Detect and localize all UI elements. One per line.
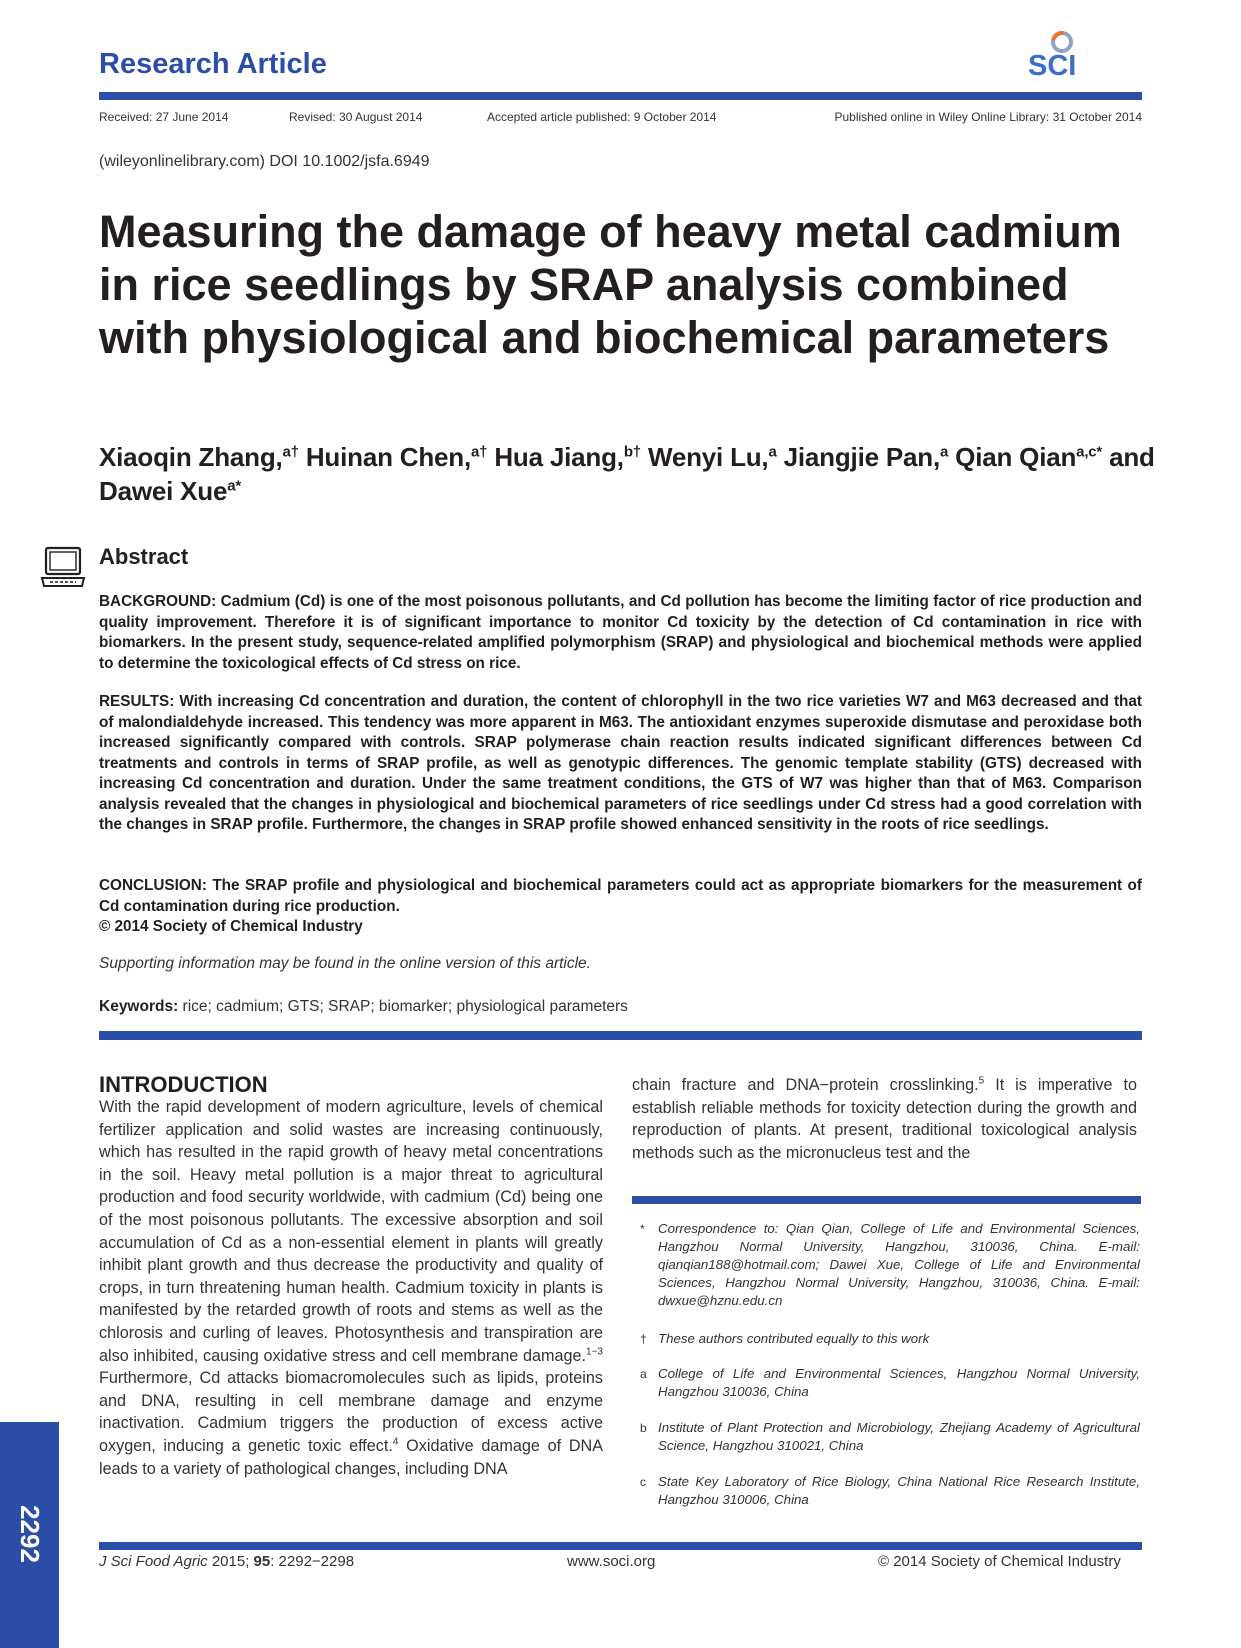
footer-volume: 95 bbox=[253, 1553, 271, 1570]
footnote-rule bbox=[632, 1196, 1141, 1204]
footnote-affiliation-c bbox=[640, 1473, 1140, 1509]
footnote-mark: c bbox=[640, 1475, 646, 1489]
footer-year: 2015; bbox=[207, 1553, 254, 1570]
supporting-info: Supporting information may be found in the online version of this article. bbox=[99, 955, 591, 972]
author-affiliation: a bbox=[939, 443, 949, 461]
keywords bbox=[99, 998, 628, 1016]
footnote-text: Institute of Plant Protection and Microbiology, Zhejiang Academy of Agricultural Science, Hangzhou 310021, China bbox=[658, 1420, 1140, 1453]
abstract-results: RESULTS: With increasing Cd concentration and duration, the content of chlorophyll in the two rice varieties W7 and M63 decreased and that of malondialdehyde increased. This tendency was more apparent in M63. The antioxidant enzymes superoxide dismutase and peroxidase both increased significantly compared with controls. SRAP polymerase chain reaction results indicated significant differences between Cd treatments and controls in terms of SRAP profile, as well as genotypic differences. The genomic template stability (GTS) decreased with increasing Cd concentration and duration. Under the same treatment conditions, the GTS of W7 was higher than that of M63. Comparison analysis revealed that the changes in physiological and biochemical parameters of rice seedlings under Cd stress had a good correlation with the changes in SRAP profile. Furthermore, the changes in SRAP profile showed enhanced sensitivity in the roots of rice seedlings. bbox=[99, 693, 1142, 833]
header-rule bbox=[99, 92, 1142, 100]
footnote-mark: a bbox=[640, 1367, 647, 1381]
page-number: 2292 bbox=[15, 1505, 46, 1563]
received-date: Received: 27 June 2014 bbox=[99, 110, 229, 124]
conclusion-text: CONCLUSION: The SRAP profile and physiological and biochemical parameters could act as appropriate biomarkers for the measurement of Cd contamination during rice production. bbox=[99, 877, 1142, 915]
intro-text: Furthermore, Cd attacks biomacromolecules such as lipids, proteins and DNA, resulting in cell membrane damage and enzyme inactivation. Cadmium triggers the production of excess active oxygen, inducing a genetic toxic effect. bbox=[99, 1369, 603, 1455]
abstract-copyright: © 2014 Society of Chemical Industry bbox=[99, 918, 363, 935]
sci-logo-text: SCI bbox=[1028, 50, 1077, 82]
intro-text: With the rapid development of modern agriculture, levels of chemical fertilizer application and solid wastes are increasing continuously, which has resulted in the rapid growth of heavy metal concentrations in the soil. Heavy metal pollution is a major threat to agricultural production and food security worldwide, with cadmium (Cd) being one of the most poisonous pollutants. The excessive absorption and soil accumulation of Cd as a non-essential element in plants will greatly inhibit plant growth and thus decrease the productivity and quality of crops, in turn threatening human health. Cadmium toxicity in plants is manifested by the retarded growth of roots and stems as well as the chlorosis and curling of leaves. Photosynthesis and transpiration are also inhibited, causing oxidative stress and cell membrane damage. bbox=[99, 1098, 603, 1365]
author-affiliation: a* bbox=[227, 477, 242, 495]
sci-logo bbox=[1028, 28, 1140, 84]
author-affiliation: b† bbox=[623, 443, 641, 461]
footnote-text: State Key Laboratory of Rice Biology, China National Rice Research Institute, Hangzhou 310006, China bbox=[658, 1474, 1140, 1507]
footer-copyright: © 2014 Society of Chemical Industry bbox=[878, 1553, 1121, 1570]
computer-icon bbox=[40, 546, 86, 594]
author-affiliation: a,c* bbox=[1076, 443, 1103, 461]
author-affiliation: a† bbox=[471, 443, 488, 461]
author-name: Qian Qian bbox=[948, 442, 1077, 472]
author-affiliation: a bbox=[768, 443, 777, 461]
footnote-mark: b bbox=[640, 1421, 647, 1435]
author-name: and Dawei Xue bbox=[99, 442, 1155, 506]
footnote-mark: † bbox=[640, 1332, 647, 1346]
citation: 5 bbox=[978, 1075, 985, 1087]
keywords-label: Keywords: bbox=[99, 998, 179, 1015]
footer-pages: : 2292−2298 bbox=[270, 1553, 355, 1570]
section-label: Research Article bbox=[99, 48, 327, 80]
doi: (wileyonlinelibrary.com) DOI 10.1002/jsfa.6949 bbox=[99, 153, 430, 170]
author-affiliation: a† bbox=[282, 443, 299, 461]
footnote-equal-contribution bbox=[640, 1330, 1140, 1348]
section-rule bbox=[99, 1031, 1142, 1040]
footer-citation bbox=[99, 1553, 354, 1570]
abstract-heading: Abstract bbox=[99, 544, 189, 569]
author-list bbox=[99, 440, 1159, 508]
introduction-left-column bbox=[99, 1096, 603, 1480]
author-name: Jiangjie Pan, bbox=[776, 442, 940, 472]
intro-text: Oxidative damage of DNA leads to a variety of pathological changes, including DNA bbox=[99, 1436, 603, 1478]
footnote-mark: * bbox=[640, 1222, 645, 1236]
footnote-correspondence bbox=[640, 1220, 1140, 1310]
journal-name: J Sci Food Agric bbox=[99, 1553, 208, 1570]
article-title: Measuring the damage of heavy metal cadmium in rice seedlings by SRAP analysis combined with physiological and biochemical parameters bbox=[99, 206, 1122, 363]
abstract-conclusion bbox=[99, 876, 1142, 938]
footer-website[interactable]: www.soci.org bbox=[567, 1553, 656, 1570]
footnote-text: These authors contributed equally to this work bbox=[658, 1331, 930, 1346]
intro-text: It is imperative to establish reliable methods for toxicity detection during the growth and reproduction of plants. At present, traditional toxicological analysis methods such as the micronucleus test and the bbox=[632, 1076, 1137, 1162]
footnote-text: College of Life and Environmental Sciences, Hangzhou Normal University, Hangzhou 310036, China bbox=[658, 1366, 1140, 1399]
published-date: Published online in Wiley Online Library: 31 October 2014 bbox=[834, 110, 1142, 124]
citation: 4 bbox=[392, 1436, 399, 1448]
author-name: Wenyi Lu, bbox=[640, 442, 769, 472]
keywords-text: rice; cadmium; GTS; SRAP; biomarker; physiological parameters bbox=[178, 998, 628, 1015]
intro-text: chain fracture and DNA−protein crosslinking. bbox=[632, 1076, 979, 1094]
introduction-heading: INTRODUCTION bbox=[99, 1072, 268, 1097]
footnote-affiliation-b bbox=[640, 1419, 1140, 1455]
author-name: Xiaoqin Zhang, bbox=[99, 442, 283, 472]
footnote-text: Correspondence to: Qian Qian, College of Life and Environmental Sciences, Hangzhou Normal University, Hangzhou, 310036, China. E-mail: qianqian188@hotmail.com; Dawei Xue, College of Life and Environmental Sciences, Hangzhou Normal University, Hangzhou, 310036, China. E-mail: dwxue@hznu.edu.cn bbox=[658, 1221, 1140, 1308]
citation: 1−3 bbox=[586, 1346, 603, 1358]
abstract-background: BACKGROUND: Cadmium (Cd) is one of the most poisonous pollutants, and Cd pollution has become the limiting factor of rice production and quality improvement. Therefore it is of significant importance to monitor Cd toxicity by the detection of Cd contamination in rice with biomarkers. In the present study, sequence-related amplified polymorphism (SRAP) and physiological and biochemical methods were applied to determine the toxicological effects of Cd stress on rice. bbox=[99, 593, 1142, 672]
author-name: Huinan Chen, bbox=[298, 442, 472, 472]
accepted-date: Accepted article published: 9 October 2014 bbox=[487, 110, 717, 124]
footnote-affiliation-a bbox=[640, 1365, 1140, 1401]
footer-rule bbox=[99, 1542, 1142, 1550]
author-name: Hua Jiang, bbox=[487, 442, 624, 472]
revised-date: Revised: 30 August 2014 bbox=[289, 110, 423, 124]
introduction-right-column bbox=[632, 1074, 1137, 1164]
